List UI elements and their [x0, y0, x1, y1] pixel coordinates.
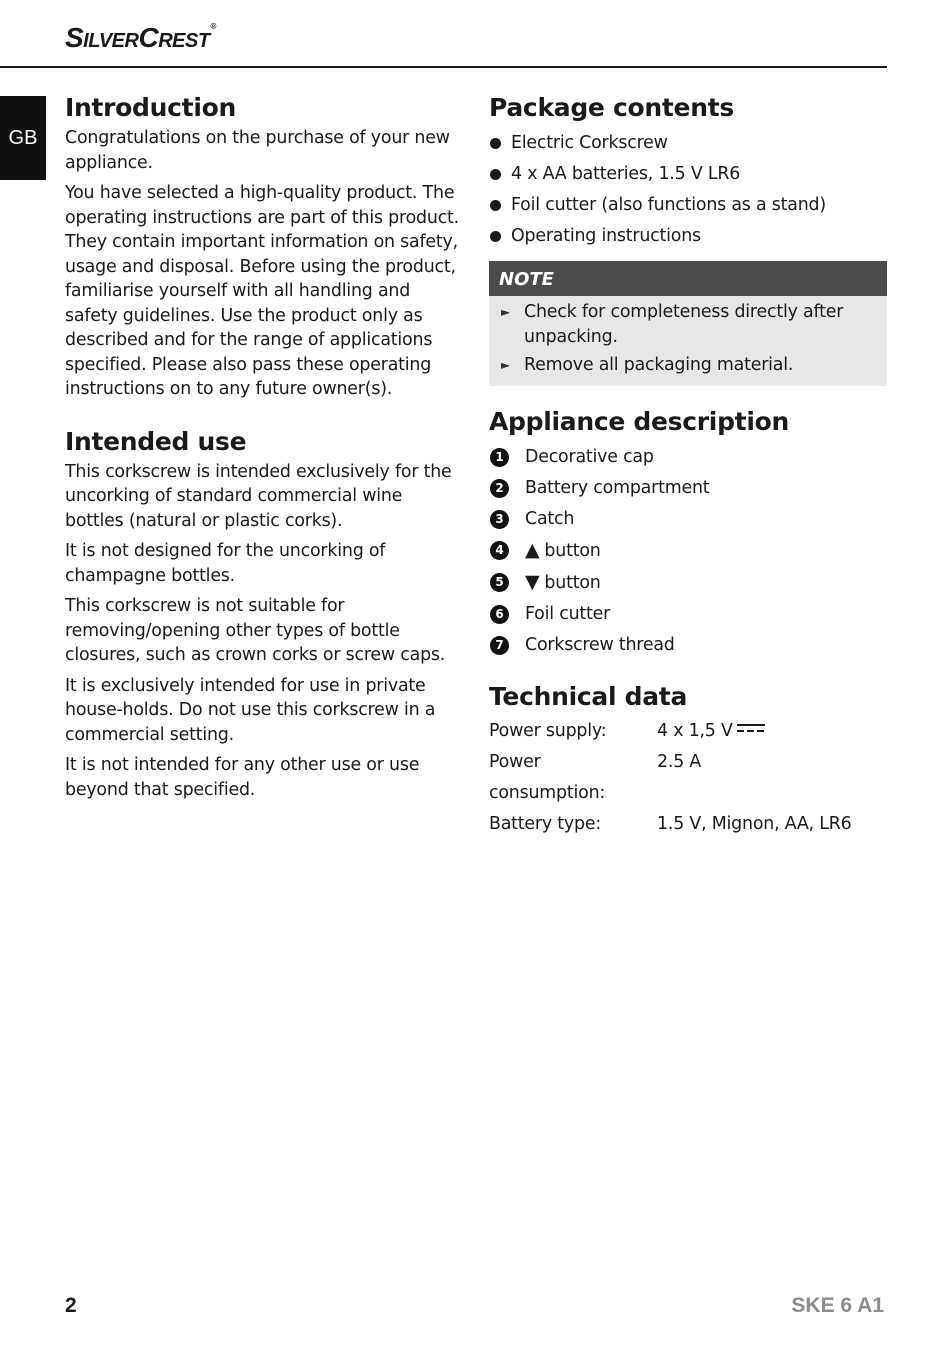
list-item	[489, 159, 887, 190]
intended-use-paragraph: This corkscrew is not suitable for removing/opening other types of bottle closures, such as crown corks or screw caps.	[65, 596, 446, 665]
table-row	[489, 747, 852, 809]
tech-label: Battery type:	[489, 813, 602, 834]
intended-use-heading: Intended use	[65, 426, 247, 456]
tech-value: 4 x 1,5 V	[657, 720, 733, 741]
brand-logo: SilverCrest®	[65, 22, 216, 53]
package-item-text: Foil cutter (also functions as a stand)	[511, 195, 826, 215]
language-tab	[0, 96, 46, 180]
tech-label: Power consumption:	[489, 751, 606, 803]
direct-current-icon	[737, 724, 765, 734]
page-number: 2	[65, 1294, 77, 1317]
package-item-text: Electric Corkscrew	[511, 133, 668, 153]
technical-data-table	[489, 716, 852, 840]
list-item	[489, 630, 887, 661]
introduction-paragraph: Congratulations on the purchase of your new appliance.	[65, 128, 450, 173]
number-badge: 5	[490, 573, 509, 592]
appliance-parts-list	[489, 442, 887, 661]
intended-use-paragraph: This corkscrew is intended exclusively for the uncorking of standard commercial wine bottles (natural or plastic corks).	[65, 461, 452, 531]
list-item	[489, 128, 887, 159]
package-item-text: 4 x AA batteries, 1.5 V LR6	[511, 164, 741, 184]
registered-mark: ®	[210, 22, 216, 31]
table-row	[489, 809, 852, 840]
triangle-down-icon: ▼	[525, 570, 540, 593]
bullet-icon	[490, 169, 501, 180]
intended-use-paragraph: It is not intended for any other use or use beyond that specified.	[65, 755, 420, 800]
part-text: Corkscrew thread	[525, 634, 675, 655]
note-item-text: Check for completeness directly after unpacking.	[524, 302, 844, 347]
list-item	[489, 567, 887, 599]
list-item	[489, 442, 887, 473]
note-heading: NOTE	[489, 261, 887, 296]
list-item	[489, 221, 887, 252]
intended-use-paragraph: It is not designed for the uncorking of champagne bottles.	[65, 541, 386, 586]
package-contents-list	[489, 128, 887, 252]
part-text: Decorative cap	[525, 446, 654, 467]
arrow-right-icon: ►	[501, 358, 511, 372]
appliance-description-section	[489, 406, 887, 661]
right-column	[489, 92, 887, 840]
list-item	[489, 599, 887, 630]
appliance-description-heading: Appliance description	[489, 406, 789, 436]
arrow-right-icon: ►	[501, 305, 511, 319]
number-badge: 6	[490, 605, 509, 624]
list-item	[489, 353, 875, 378]
header-rule	[0, 66, 887, 68]
bullet-icon	[490, 138, 501, 149]
introduction-heading: Introduction	[65, 93, 236, 122]
list-item	[489, 190, 887, 221]
part-text: button	[544, 572, 601, 593]
number-badge: 7	[490, 636, 509, 655]
package-contents-section	[489, 92, 887, 252]
number-badge: 2	[490, 479, 509, 498]
part-text: button	[544, 540, 601, 561]
tech-value: 1.5 V, Mignon, AA, LR6	[657, 813, 852, 834]
list-item	[489, 473, 887, 504]
note-list	[489, 296, 887, 386]
part-text: Foil cutter	[525, 603, 611, 624]
list-item	[489, 300, 875, 349]
left-column	[65, 92, 465, 808]
tech-value-cell	[657, 716, 852, 747]
list-item	[489, 504, 887, 535]
number-badge: 4	[490, 541, 509, 560]
list-item	[489, 535, 887, 567]
intended-use-paragraph: It is exclusively intended for use in private house-holds. Do not use this corkscrew in a commercial setting.	[65, 675, 436, 745]
technical-data-section	[489, 681, 887, 840]
tech-value: 2.5 A	[657, 751, 702, 772]
model-number: SKE 6 A1	[791, 1294, 884, 1317]
tech-label: Power supply:	[489, 720, 607, 741]
introduction-paragraph: You have selected a high-quality product. The operating instructions are part of this product. They contain important information on safety, usage and disposal. Before using the product, familiarise yourself with all handling and safety guidelines. Use the product only as described and for the range of applications specified. Please also pass these operating instructions on to any future owner(s).	[65, 183, 460, 399]
intended-use-section	[65, 426, 465, 803]
number-badge: 1	[490, 448, 509, 467]
bullet-icon	[490, 231, 501, 242]
part-text: Battery compartment	[525, 477, 710, 498]
package-item-text: Operating instructions	[511, 226, 701, 246]
table-row	[489, 716, 852, 747]
note-box	[489, 261, 887, 386]
number-badge: 3	[490, 510, 509, 529]
technical-data-heading: Technical data	[489, 681, 688, 711]
triangle-up-icon: ▲	[525, 538, 540, 561]
package-contents-heading: Package contents	[489, 93, 734, 122]
part-text: Catch	[525, 508, 575, 529]
note-item-text: Remove all packaging material.	[524, 355, 794, 375]
language-tab-label: GB	[8, 127, 38, 149]
bullet-icon	[490, 200, 501, 211]
introduction-section	[65, 92, 465, 402]
